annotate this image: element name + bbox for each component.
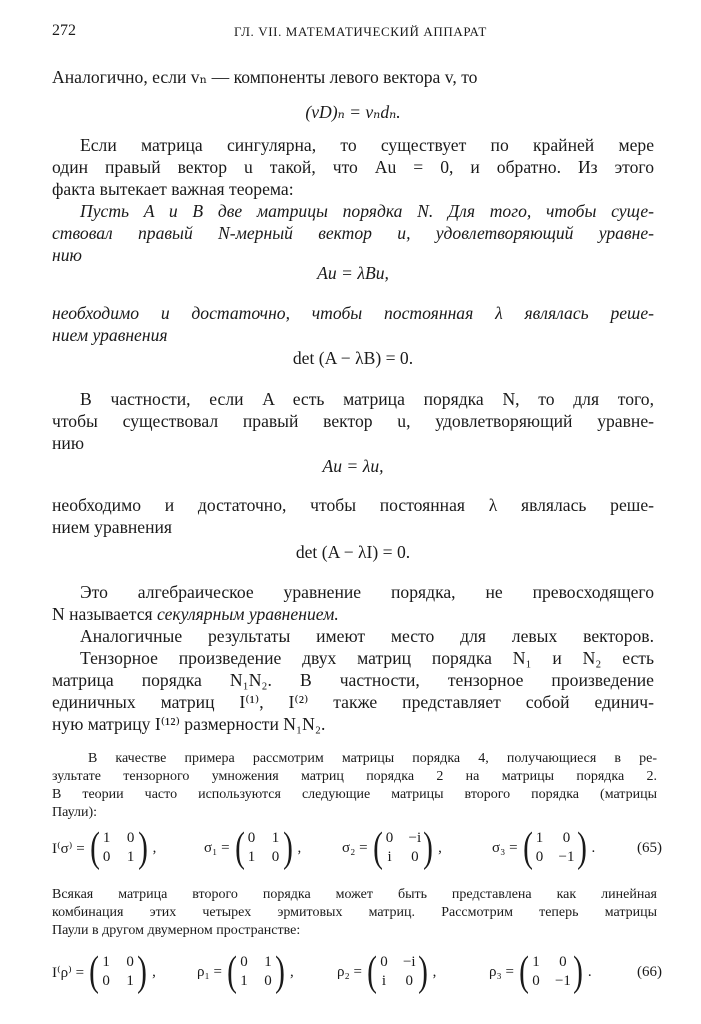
matrix-cell: 1 [271, 830, 280, 846]
matrix-cell: i [387, 849, 392, 865]
matrix [517, 950, 585, 994]
matrix-cell: 0 [271, 849, 280, 865]
matrix-cell: 0 [264, 973, 272, 989]
text-line: матрица порядка N₁N₂. В частности, тензорное произведение [52, 670, 654, 690]
matrix-cells [101, 953, 135, 991]
matrix-label: ρ₂ = [337, 963, 362, 980]
matrix-label: ρ₃ = [489, 963, 514, 980]
punctuation: . [587, 963, 592, 980]
matrix [88, 826, 150, 870]
text-line: необходимо и достаточно, чтобы постоянная λ являлась реше- [52, 495, 654, 515]
matrix-cell: 1 [102, 954, 110, 970]
page-number: 272 [52, 22, 76, 39]
term-secular-equation: секулярным уравнением. [157, 604, 339, 624]
text-line: один правый вектор u такой, что Au = 0, и обратно. Из этого [52, 157, 654, 177]
equation-number: (66) [637, 964, 662, 980]
punctuation: , [152, 963, 156, 980]
left-paren: ( [89, 825, 100, 871]
theorem-line: ствовал правый N-мерный вектор u, удовлетворяющий уравне- [52, 223, 654, 243]
matrix-cell: 0 [240, 954, 248, 970]
matrix-cell: 0 [126, 954, 134, 970]
text-line: факта вытекает важная теорема: [52, 179, 294, 199]
left-paren: ( [227, 949, 237, 995]
matrix-rho-2 [337, 950, 436, 994]
text-line: Тензорное произведение двух матриц порядка N₁ и N₂ есть [80, 648, 654, 668]
small-text-line: Паули в другом двумерном пространстве: [52, 923, 301, 938]
matrix-cell: 0 [562, 830, 571, 846]
matrix-cell: 0 [126, 830, 135, 846]
matrix-cell: −1 [554, 973, 571, 989]
matrix [225, 950, 287, 994]
matrix-cell: −i [408, 830, 422, 846]
text-fragment: N называется [52, 604, 157, 624]
matrix-cell: −i [402, 954, 416, 970]
matrix-sigma-2 [342, 826, 442, 870]
matrix-cell: 0 [405, 973, 413, 989]
punctuation: . [591, 839, 596, 856]
matrix-cells [385, 829, 422, 867]
punctuation: , [438, 839, 442, 856]
matrix-label: σ₁ = [204, 839, 230, 856]
matrix-sigma-3 [492, 826, 595, 870]
theorem-line: нию [52, 245, 82, 265]
text-line [52, 603, 339, 625]
matrix-cell: 0 [102, 973, 110, 989]
text-line: Если матрица сингулярна, то существует по крайней мере [80, 135, 654, 155]
matrix-cell: i [381, 973, 387, 989]
matrix-cell: −1 [558, 849, 575, 865]
matrix-identity-rho [52, 950, 156, 994]
small-text-line: зультате тензорного умножения матриц порядка 2 на матрицы порядка 2. [52, 769, 657, 784]
matrix-cell: 1 [240, 973, 248, 989]
text-line: ную матрицу I⁽¹²⁾ размерности N₁N₂. [52, 714, 326, 734]
small-text-line: В качестве примера рассмотрим матрицы порядка 4, получающиеся в ре- [88, 751, 657, 766]
text-line: нием уравнения [52, 517, 173, 537]
text-line: Аналогично, если vₙ — компоненты левого вектора v, то [52, 67, 478, 87]
matrix [233, 826, 295, 870]
matrix-label: σ₃ = [492, 839, 518, 856]
right-paren: ) [282, 825, 293, 871]
equation: Au = λBu, [317, 263, 389, 283]
right-paren: ) [417, 949, 428, 995]
matrix-cell: 1 [102, 830, 111, 846]
matrix-cells [247, 829, 281, 867]
matrix-label: I⁽ρ⁾ = [52, 964, 85, 981]
theorem-line: Пусть A и B две матрицы порядка N. Для того, чтобы суще- [80, 201, 654, 221]
equation: det (A − λB) = 0. [292, 348, 414, 368]
left-paren: ( [519, 949, 529, 995]
text-line: чтобы существовал правый вектор u, удовлетворяющий уравне- [52, 411, 654, 431]
equation: (vD)ₙ = vₙdₙ. [305, 102, 401, 122]
punctuation: , [289, 963, 294, 980]
matrix [371, 826, 436, 870]
punctuation: , [432, 963, 437, 980]
matrix-cell: 0 [559, 954, 567, 970]
right-paren: ) [576, 825, 587, 871]
matrix-label: I⁽σ⁾ = [52, 840, 85, 857]
matrix-identity-sigma [52, 826, 156, 870]
matrix-cell: 0 [535, 849, 544, 865]
matrix-cell: 0 [411, 849, 419, 865]
running-head: ГЛ. VII. МАТЕМАТИЧЕСКИЙ АППАРАТ [234, 24, 487, 39]
page-header [52, 22, 657, 46]
small-text-line: комбинация этих четырех эрмитовых матриц. Рассмотрим теперь матрицы [52, 905, 657, 920]
right-paren: ) [573, 949, 583, 995]
matrix-cell: 1 [264, 954, 272, 970]
matrix-cell: 0 [380, 954, 388, 970]
matrix-cells [531, 953, 571, 991]
text-line: нию [52, 433, 84, 453]
text-line: Аналогичные результаты имеют место для левых векторов. [80, 626, 654, 646]
theorem-line: нием уравнения [52, 325, 168, 345]
left-paren: ( [234, 825, 245, 871]
punctuation: , [297, 839, 302, 856]
matrix-label: σ₂ = [342, 839, 368, 856]
equation-66 [52, 950, 662, 994]
theorem-line: необходимо и достаточно, чтобы постоянная λ являлась реше- [52, 303, 654, 323]
right-paren: ) [423, 825, 434, 871]
matrix-cell: 1 [532, 954, 540, 970]
left-paren: ( [522, 825, 533, 871]
matrix-cell: 0 [532, 973, 540, 989]
equation: Au = λu, [322, 456, 384, 476]
right-paren: ) [275, 949, 285, 995]
matrix-cells [102, 829, 136, 867]
left-paren: ( [367, 949, 377, 995]
matrix-cell: 1 [126, 849, 135, 865]
small-text-line: В теории часто используются следующие матрицы второго порядка (матрицы [52, 787, 657, 802]
matrix-cells [535, 829, 575, 867]
matrix-rho-3 [489, 950, 592, 994]
small-text-line: Всякая матрица второго порядка может быть представлена как линейная [52, 887, 657, 902]
matrix [87, 950, 149, 994]
punctuation: , [152, 839, 157, 856]
matrix-rho-1 [197, 950, 294, 994]
text-line: единичных матриц I⁽¹⁾, I⁽²⁾ также представляет собой единич- [52, 692, 654, 712]
equation: det (A − λI) = 0. [295, 542, 411, 562]
small-text-line: Паули): [52, 805, 98, 820]
matrix-sigma-1 [204, 826, 301, 870]
equation-number: (65) [637, 840, 662, 856]
text-line: В частности, если A есть матрица порядка N, то для того, [80, 389, 654, 409]
equation-65 [52, 826, 662, 870]
matrix-cells [239, 953, 273, 991]
right-paren: ) [137, 949, 147, 995]
right-paren: ) [137, 825, 148, 871]
matrix [521, 826, 589, 870]
text-line: Это алгебраическое уравнение порядка, не превосходящего [80, 582, 654, 602]
matrix-cells [379, 953, 416, 991]
matrix-cell: 1 [247, 849, 256, 865]
matrix-cell: 1 [535, 830, 544, 846]
matrix-label: ρ₁ = [197, 963, 222, 980]
matrix-cell: 0 [247, 830, 256, 846]
left-paren: ( [89, 949, 99, 995]
matrix [365, 950, 430, 994]
matrix-cell: 0 [102, 849, 111, 865]
matrix-cell: 1 [126, 973, 134, 989]
left-paren: ( [372, 825, 383, 871]
matrix-cell: 0 [385, 830, 394, 846]
